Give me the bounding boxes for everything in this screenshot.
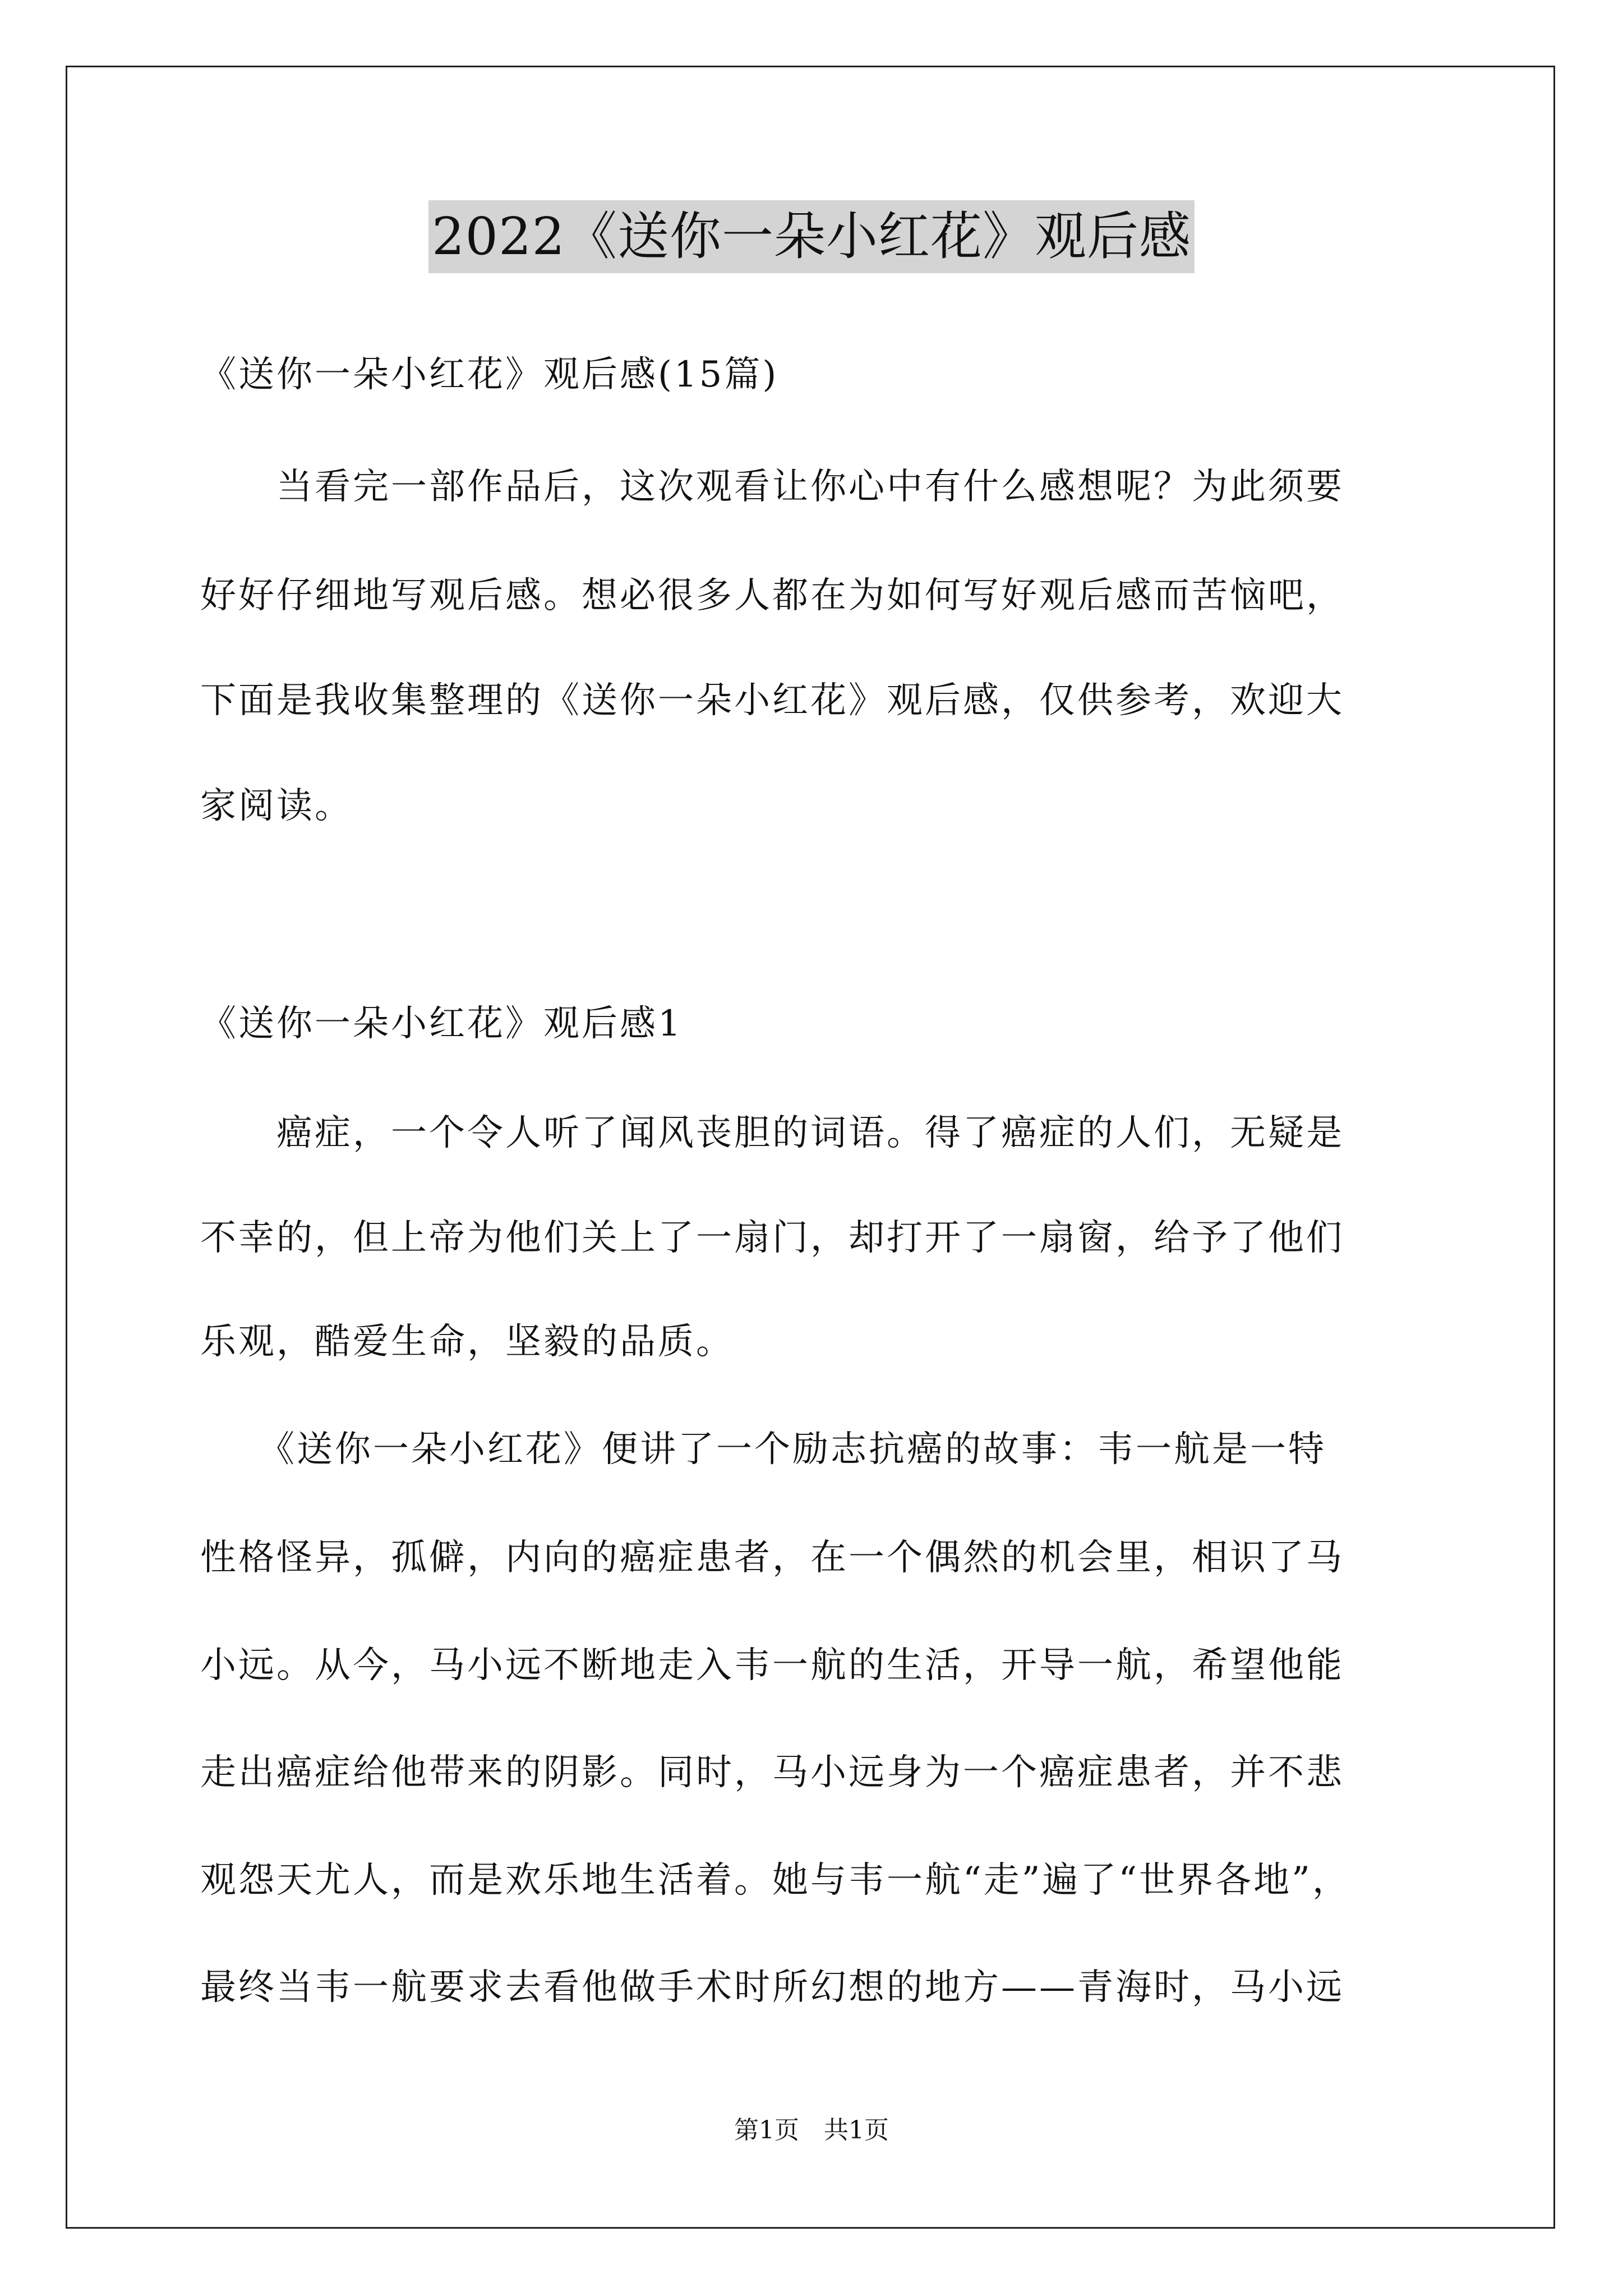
page-footer: 第1页 共1页 bbox=[734, 2116, 889, 2145]
intro-line: 家阅读。 bbox=[200, 785, 353, 827]
body-line: 小远。从今，马小远不断地走入韦一航的生活，开导一航，希望他能 bbox=[200, 1645, 1344, 1686]
document-title: 2022《送你一朵小红花》观后感 bbox=[428, 200, 1195, 273]
subtitle: 《送你一朵小红花》观后感(15篇) bbox=[200, 354, 779, 395]
section-heading: 《送你一朵小红花》观后感1 bbox=[200, 1003, 683, 1045]
body-line: 走出癌症给他带来的阴影。同时，马小远身为一个癌症患者，并不悲 bbox=[200, 1752, 1344, 1793]
body-line: 乐观，酷爱生命，坚毅的品质。 bbox=[200, 1321, 734, 1363]
body-line: 性格怪异，孤僻，内向的癌症患者，在一个偶然的机会里，相识了马 bbox=[200, 1537, 1344, 1579]
body-line: 《送你一朵小红花》便讲了一个励志抗癌的故事：韦一航是一特 bbox=[200, 1429, 1326, 1470]
title-block bbox=[0, 200, 1623, 273]
body-line: 最终当韦一航要求去看他做手术时所幻想的地方——青海时，马小远 bbox=[200, 1967, 1344, 2008]
intro-line: 好好仔细地写观后感。想必很多人都在为如何写好观后感而苦恼吧， bbox=[200, 575, 1344, 616]
body-line: 癌症，一个令人听了闻风丧胆的词语。得了癌症的人们，无疑是 bbox=[200, 1112, 1344, 1154]
intro-line: 下面是我收集整理的《送你一朵小红花》观后感，仅供参考，欢迎大 bbox=[200, 680, 1344, 721]
body-line: 不幸的，但上帝为他们关上了一扇门，却打开了一扇窗，给予了他们 bbox=[200, 1217, 1344, 1259]
body-line: 观怨天尤人，而是欢乐地生活着。她与韦一航“走”遍了“世界各地”， bbox=[200, 1860, 1350, 1901]
intro-line: 当看完一部作品后，这次观看让你心中有什么感想呢？为此须要 bbox=[200, 466, 1344, 508]
